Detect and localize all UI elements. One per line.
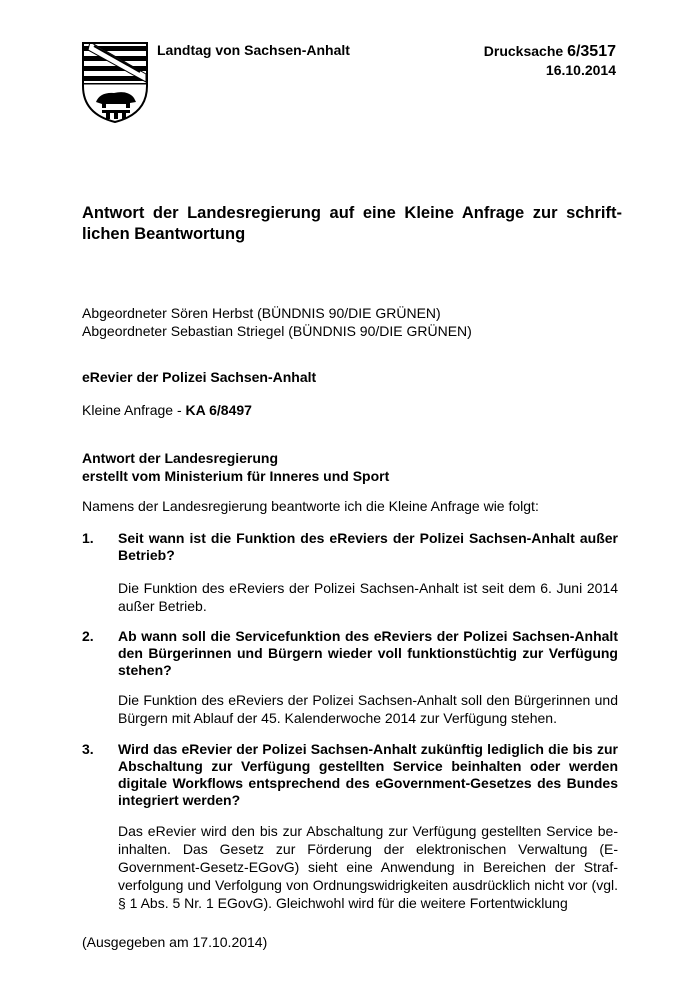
drucksache-label: Drucksache	[483, 43, 564, 59]
inquiry-number: KA 6/8497	[185, 402, 252, 418]
question-number: 3.	[82, 741, 94, 757]
inquiry-prefix: Kleine Anfrage -	[82, 402, 186, 418]
answer-text: Die Funktion des eReviers der Polizei Sachsen-Anhalt soll den Bürgerinnen und Bürgern mit Ablauf der 45. Kalenderwoche 2014 zur Verfügung stehen.	[118, 692, 618, 726]
response-heading	[82, 449, 389, 485]
author-1: Abgeordneter Sören Herbst (BÜNDNIS 90/DIE GRÜNEN)	[82, 305, 441, 321]
question-text: Wird das eRevier der Polizei Sachsen-Anhalt zukünftig lediglich die bis zur Abschaltung zur Verfügung gestellten Service beinhalten oder werden digitale Workflows entsprechend des eGovernment-Gesetzes des Bundes integriert werden?	[118, 741, 618, 808]
coat-of-arms-icon	[80, 40, 150, 124]
response-line-2: erstellt vom Ministerium für Inneres und Sport	[82, 468, 390, 484]
question-number: 2.	[82, 628, 94, 644]
inquiry-reference	[82, 401, 252, 419]
question-number: 1.	[82, 530, 94, 546]
author-2: Abgeordneter Sebastian Striegel (BÜNDNIS 90/DIE GRÜNEN)	[82, 323, 472, 339]
drucksache-number: 6/3517	[567, 43, 616, 60]
subject-heading: eRevier der Polizei Sachsen-Anhalt	[82, 369, 317, 385]
document-title: Antwort der Landesregierung auf eine Kleine Anfrage zur schriftlichen Beantwortung	[82, 204, 622, 243]
answer-text: Die Funktion des eReviers der Polizei Sachsen-Anhalt ist seit dem 6. Juni 2014 außer Betrieb.	[118, 580, 618, 614]
author-list	[82, 304, 472, 340]
document-number-block	[484, 42, 616, 80]
question-text: Seit wann ist die Funktion des eReviers der Polizei Sachsen-Anhalt außer Betrieb?	[118, 530, 618, 563]
answer-text: Das eRevier wird den bis zur Abschaltung zur Verfügung gestellten Service beinhalten. Das Gesetz zur Förderung der elektronischen Verwaltung (E-Government-Gesetz-EGovG) sieht eine Anwendung in Bereichen der Strafverfolgung und Verfolgung von Ordnungswidrigkeiten ausdrücklich nicht vor (vgl. § 1 Abs. 5 Nr. 1 EGovG). Gleichwohl wird für die weitere Fortentwicklung	[118, 823, 618, 911]
intro-text: Namens der Landesregierung beantworte ich die Kleine Anfrage wie folgt:	[82, 498, 539, 514]
question-text: Ab wann soll die Servicefunktion des eReviers der Polizei Sachsen-Anhalt den Bürgerinnen und Bürgern wieder voll funktionstüchtig zur Verfügung stehen?	[118, 628, 618, 678]
publication-note: (Ausgegeben am 17.10.2014)	[82, 934, 268, 950]
response-line-1: Antwort der Landesregierung	[82, 450, 279, 466]
document-date: 16.10.2014	[545, 62, 616, 78]
organization-name: Landtag von Sachsen-Anhalt	[157, 42, 350, 58]
